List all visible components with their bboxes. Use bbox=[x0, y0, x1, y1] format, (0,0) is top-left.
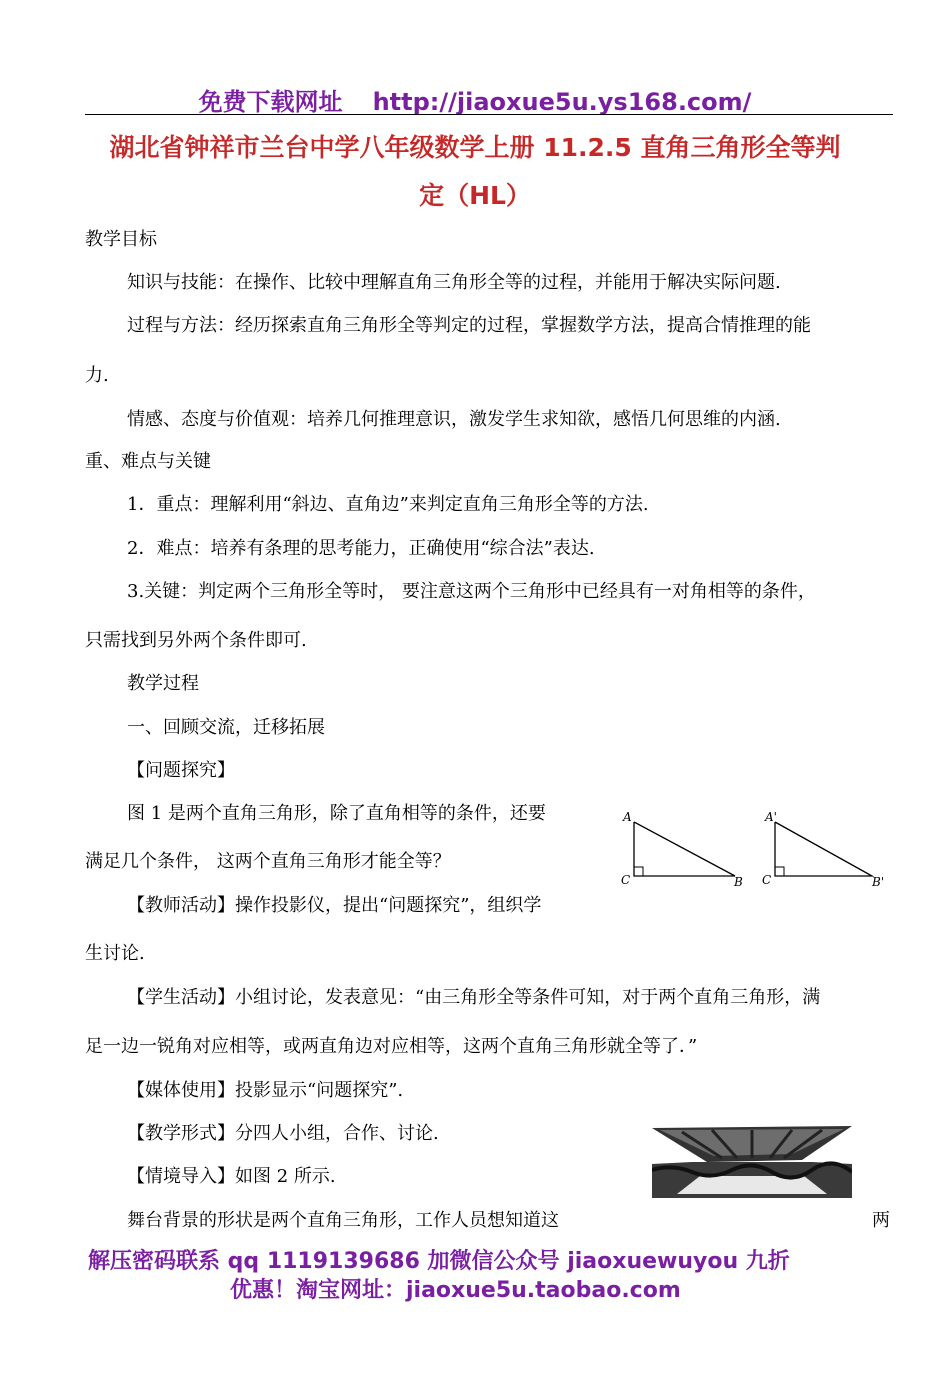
emotion-paragraph: 情感、态度与价值观：培养几何推理意识，激发学生求知欲，感悟几何思维的内涵. bbox=[127, 409, 781, 430]
figure1-text-line2: 满足几个条件， 这两个直角三角形才能全等？ bbox=[85, 851, 451, 872]
stage-text-tail: 两 bbox=[872, 1210, 890, 1231]
process-heading: 教学过程 bbox=[127, 673, 199, 694]
student-activity-line1: 【学生活动】小组讨论，发表意见：“由三角形全等条件可知，对于两个直角三角形，满 bbox=[127, 987, 821, 1008]
page-title-line1: 湖北省钟祥市兰台中学八年级数学上册 11.2.5 直角三角形全等判 bbox=[109, 133, 841, 162]
footer-line1: 解压密码联系 qq 1119139686 加微信公众号 jiaoxuewuyou 九折 bbox=[88, 1249, 790, 1274]
vertex-label-c-2: C bbox=[762, 873, 772, 887]
header-divider bbox=[85, 114, 893, 115]
problem-tag: 【问题探究】 bbox=[127, 760, 235, 781]
page-title-line2: 定（HL） bbox=[419, 181, 531, 210]
key-point-3-line2: 只需找到另外两个条件即可. bbox=[85, 630, 307, 651]
vertex-label-a-prime: A' bbox=[765, 810, 777, 824]
triangle-abc bbox=[621, 810, 743, 889]
knowledge-paragraph: 知识与技能：在操作、比较中理解直角三角形全等的过程，并能用于解决实际问题. bbox=[127, 272, 781, 293]
teacher-activity-line2: 生讨论. bbox=[85, 943, 145, 964]
stage-text: 舞台背景的形状是两个直角三角形，工作人员想知道这 bbox=[127, 1210, 559, 1231]
student-activity-line2: 足一边一锐角对应相等，或两直角边对应相等，这两个直角三角形就全等了．” bbox=[85, 1036, 698, 1057]
triangle-a-prime-b-prime-c bbox=[762, 810, 884, 889]
vertex-label-b-prime: B' bbox=[872, 875, 885, 889]
key-point-1: 1．重点：理解利用“斜边、直角边”来判定直角三角形全等的方法. bbox=[127, 494, 649, 515]
process-paragraph-line2: 力. bbox=[85, 365, 109, 386]
process-paragraph-line1: 过程与方法：经历探索直角三角形全等判定的过程，掌握数学方法，提高合情推理的能 bbox=[127, 315, 811, 336]
section-1-heading: 一、回顾交流，迁移拓展 bbox=[127, 717, 325, 738]
scene-intro: 【情境导入】如图 2 所示. bbox=[127, 1166, 336, 1187]
download-url-link[interactable]: http://jiaoxue5u.ys168.com/ bbox=[372, 88, 752, 116]
vertex-label-b: B bbox=[734, 875, 743, 889]
media-usage: 【媒体使用】投影显示“问题探究”. bbox=[127, 1080, 404, 1101]
key-heading: 重、难点与关键 bbox=[85, 451, 211, 472]
key-point-3-line1: 3.关键：判定两个三角形全等时， 要注意这两个三角形中已经具有一对角相等的条件， bbox=[127, 581, 816, 602]
stage-photo bbox=[652, 1124, 852, 1200]
footer-line2: 优惠！淘宝网址：jiaoxue5u.taobao.com bbox=[230, 1278, 681, 1303]
figure1-text-line1: 图 1 是两个直角三角形，除了直角相等的条件，还要 bbox=[127, 803, 546, 824]
teaching-form: 【教学形式】分四人小组，合作、讨论. bbox=[127, 1123, 439, 1144]
download-label: 免费下载网址 bbox=[198, 88, 343, 116]
vertex-label-a: A bbox=[623, 810, 632, 824]
figure1-triangles bbox=[615, 800, 895, 895]
key-point-2: 2．难点：培养有条理的思考能力，正确使用“综合法”表达. bbox=[127, 538, 595, 559]
objectives-heading: 教学目标 bbox=[85, 229, 157, 250]
vertex-label-c: C bbox=[621, 873, 631, 887]
download-header bbox=[0, 82, 950, 117]
teacher-activity-line1: 【教师活动】操作投影仪，提出“问题探究”，组织学 bbox=[127, 895, 542, 916]
